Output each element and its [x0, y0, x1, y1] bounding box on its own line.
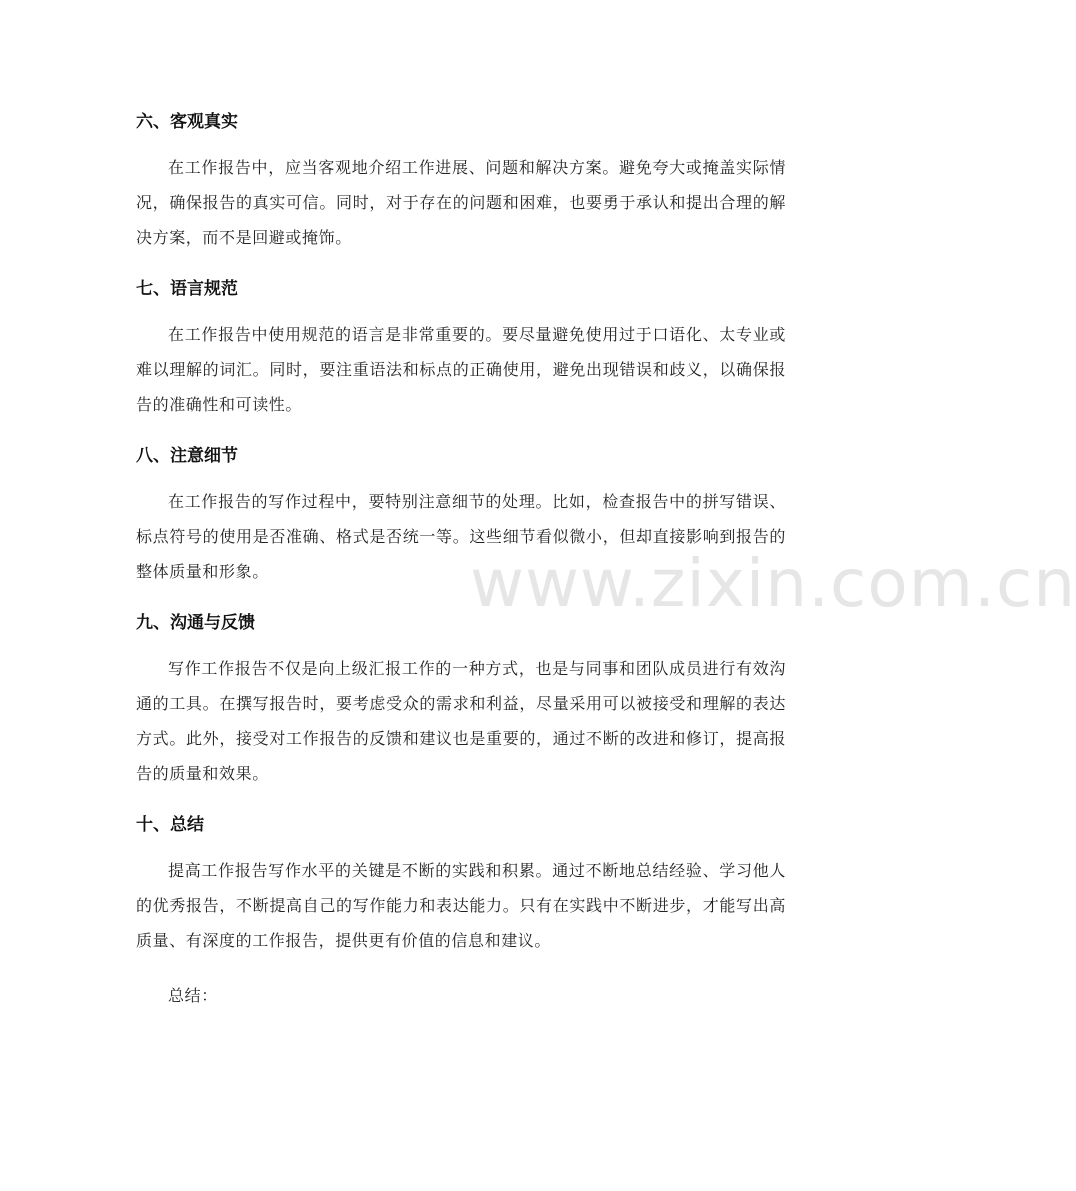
section-heading: 九、沟通与反馈: [136, 613, 255, 633]
section-language: [136, 275, 786, 422]
section-heading: 七、语言规范: [136, 279, 238, 299]
section-objective: [136, 108, 786, 255]
section-paragraph: 提高工作报告写作水平的关键是不断的实践和积累。通过不断地总结经验、学习他人的优秀报告，不断提高自己的写作能力和表达能力。只有在实践中不断进步，才能写出高质量、有深度的工作报告，提供更有价值的信息和建议。: [136, 861, 786, 950]
section-paragraph: 在工作报告中，应当客观地介绍工作进展、问题和解决方案。避免夸大或掩盖实际情况，确保报告的真实可信。同时，对于存在的问题和困难，也要勇于承认和提出合理的解决方案，而不是回避或掩饰。: [136, 158, 786, 247]
section-heading: 十、总结: [136, 815, 204, 835]
section-paragraph: 在工作报告中使用规范的语言是非常重要的。要尽量避免使用过于口语化、太专业或难以理解的词汇。同时，要注重语法和标点的正确使用，避免出现错误和歧义，以确保报告的准确性和可读性。: [136, 325, 786, 414]
section-paragraph: 在工作报告的写作过程中，要特别注意细节的处理。比如，检查报告中的拼写错误、标点符号的使用是否准确、格式是否统一等。这些细节看似微小，但却直接影响到报告的整体质量和形象。: [136, 492, 786, 581]
section-summary: [136, 811, 786, 958]
section-paragraph: 写作工作报告不仅是向上级汇报工作的一种方式，也是与同事和团队成员进行有效沟通的工具。在撰写报告时，要考虑受众的需求和利益，尽量采用可以被接受和理解的表达方式。此外，接受对工作报告的反馈和建议也是重要的，通过不断的改进和修订，提高报告的质量和效果。: [136, 659, 786, 783]
document-body: [136, 108, 786, 1013]
section-heading: 八、注意细节: [136, 446, 238, 466]
watermark: www.zixin.com.cn: [470, 545, 1076, 622]
section-details: [136, 442, 786, 589]
section-communication: [136, 609, 786, 791]
closing-line: 总结：: [168, 986, 218, 1005]
section-heading: 六、客观真实: [136, 112, 238, 132]
